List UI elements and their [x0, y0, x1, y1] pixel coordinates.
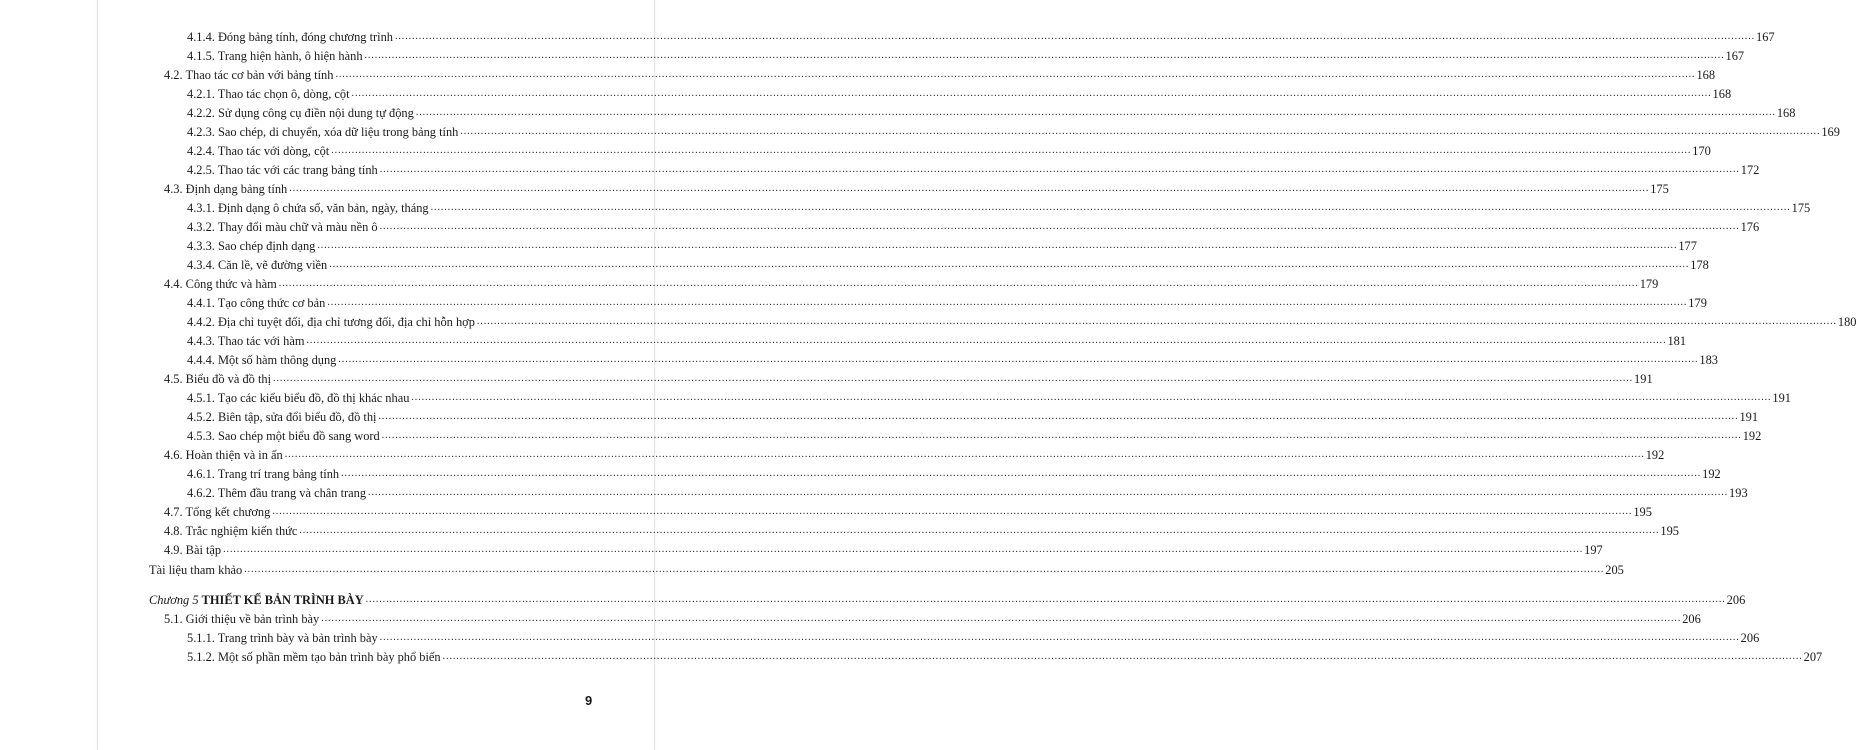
- toc-entry-label: 4.3.2. Thay đổi màu chữ và màu nền ô: [187, 220, 378, 234]
- dot-leader: ................................................................................................................................................................................................................................................................................................................................................................................................................: [335, 69, 1696, 80]
- toc-page-number: 205: [1605, 563, 1624, 577]
- toc-entry-label: 4.4.3. Thao tác với hàm: [187, 334, 305, 348]
- toc-page-number: 175: [1791, 201, 1811, 215]
- toc-entry: [187, 464, 1721, 482]
- dot-leader: ................................................................................................................................................................................................................................................................................................................................................................................................................: [411, 392, 1772, 403]
- dot-leader: ................................................................................................................................................................................................................................................................................................................................................................................................................: [289, 183, 1650, 194]
- toc-entry: [187, 407, 1759, 425]
- toc-page-number: 170: [1692, 144, 1711, 158]
- toc-entry-label: 4.4.2. Địa chỉ tuyệt đối, địa chỉ tương đối, địa chỉ hỗn hợp: [187, 315, 475, 329]
- toc-entry-label: [149, 592, 364, 608]
- dot-leader: ................................................................................................................................................................................................................................................................................................................................................................................................................: [244, 564, 1605, 575]
- toc-entry-label: 4.6. Hoàn thiện và in ấn: [164, 448, 283, 462]
- toc-page-number: 181: [1667, 334, 1687, 348]
- table-of-contents: [98, 0, 1857, 750]
- toc-entry: [164, 502, 1652, 520]
- toc-entry-label: 5.1. Giới thiệu về bản trình bày: [164, 612, 320, 626]
- toc-entry-label: 4.1.4. Đóng bảng tính, đóng chương trình: [187, 30, 393, 44]
- toc-entry-label: 4.8. Trắc nghiệm kiến thức: [164, 524, 298, 538]
- chapter-prefix: Chương 5: [149, 593, 199, 607]
- dot-leader: ................................................................................................................................................................................................................................................................................................................................................................................................................: [379, 632, 1740, 643]
- toc-entry: [164, 274, 1659, 292]
- toc-page-number: 192: [1702, 467, 1721, 481]
- toc-entry: [164, 540, 1603, 558]
- dot-leader: ................................................................................................................................................................................................................................................................................................................................................................................................................: [378, 411, 1739, 422]
- toc-entry: [187, 198, 1811, 216]
- dot-leader: ................................................................................................................................................................................................................................................................................................................................................................................................................: [272, 506, 1633, 517]
- toc-entry: [187, 350, 1718, 368]
- dot-leader: ................................................................................................................................................................................................................................................................................................................................................................................................................: [321, 613, 1682, 624]
- toc-page-number: 167: [1725, 49, 1745, 63]
- toc-page-number: 183: [1699, 353, 1718, 367]
- toc-entry: [187, 46, 1745, 64]
- toc-page-number: 191: [1634, 372, 1653, 386]
- toc-entry: [187, 122, 1840, 140]
- toc-page-number: 178: [1690, 258, 1709, 272]
- toc-page-number: 191: [1772, 391, 1791, 405]
- dot-leader: ................................................................................................................................................................................................................................................................................................................................................................................................................: [365, 594, 1726, 605]
- toc-page-number: 168: [1712, 87, 1732, 101]
- toc-entry-label: 5.1.2. Một số phần mềm tạo bản trình bày phổ biến: [187, 650, 441, 664]
- toc-entry-label: 4.2.3. Sao chép, di chuyển, xóa dữ liệu trong bảng tính: [187, 125, 459, 139]
- toc-page-number: 176: [1740, 220, 1760, 234]
- toc-entry: [187, 293, 1707, 311]
- toc-page-number: 180: [1837, 315, 1857, 329]
- toc-entry: [187, 388, 1791, 406]
- dot-leader: ................................................................................................................................................................................................................................................................................................................................................................................................................: [364, 50, 1725, 61]
- toc-entry-label: 4.3.1. Định dạng ô chứa số, văn bản, ngày, tháng: [187, 201, 429, 215]
- chapter-title: THIẾT KẾ BẢN TRÌNH BÀY: [201, 593, 364, 607]
- toc-entry: [149, 560, 1624, 578]
- toc-chapter-entry: [149, 590, 1746, 608]
- toc-page-number: 206: [1726, 593, 1746, 607]
- toc-page-number: 195: [1633, 505, 1652, 519]
- toc-entry-label: 4.9. Bài tập: [164, 543, 222, 557]
- toc-page-number: 192: [1742, 429, 1762, 443]
- page-number: 9: [585, 693, 593, 708]
- dot-leader: ................................................................................................................................................................................................................................................................................................................................................................................................................: [379, 221, 1740, 232]
- toc-entry-label: 4.4.4. Một số hàm thông dụng: [187, 353, 337, 367]
- toc-entry: [187, 27, 1775, 45]
- toc-entry-label: 4.6.1. Trang trí trang bảng tính: [187, 467, 340, 481]
- toc-entry-label: 4.2.1. Thao tác chọn ô, dòng, cột: [187, 87, 350, 101]
- dot-leader: ................................................................................................................................................................................................................................................................................................................................................................................................................: [381, 430, 1742, 441]
- dot-leader: ................................................................................................................................................................................................................................................................................................................................................................................................................: [415, 107, 1776, 118]
- toc-entry-label: 4.5.1. Tạo các kiểu biểu đồ, đồ thị khác nhau: [187, 391, 410, 405]
- toc-entry-label: Tài liệu tham khảo: [149, 563, 243, 577]
- toc-entry: [164, 179, 1669, 197]
- toc-entry: [187, 312, 1857, 330]
- toc-entry: [187, 236, 1697, 254]
- toc-entry: [164, 609, 1701, 627]
- toc-page-number: 179: [1688, 296, 1707, 310]
- dot-leader: ................................................................................................................................................................................................................................................................................................................................................................................................................: [442, 651, 1803, 662]
- toc-page-number: 195: [1660, 524, 1679, 538]
- toc-entry-label: 4.6.2. Thêm đầu trang và chân trang: [187, 486, 367, 500]
- dot-leader: ................................................................................................................................................................................................................................................................................................................................................................................................................: [460, 126, 1821, 137]
- toc-entry-label: 4.4.1. Tạo công thức cơ bản: [187, 296, 326, 310]
- toc-page-number: 172: [1740, 163, 1760, 177]
- toc-entry-label: 5.1.1. Trang trình bày và bản trình bày: [187, 631, 378, 645]
- toc-entry: [187, 483, 1748, 501]
- toc-page-number: 207: [1803, 650, 1823, 664]
- dot-leader: ................................................................................................................................................................................................................................................................................................................................................................................................................: [223, 544, 1584, 555]
- toc-entry: [187, 141, 1711, 159]
- toc-entry: [187, 628, 1760, 646]
- dot-leader: ................................................................................................................................................................................................................................................................................................................................................................................................................: [338, 354, 1699, 365]
- toc-entry-label: 4.3.3. Sao chép định dạng: [187, 239, 316, 253]
- toc-entry: [187, 160, 1760, 178]
- dot-leader: ................................................................................................................................................................................................................................................................................................................................................................................................................: [278, 278, 1639, 289]
- toc-entry: [187, 84, 1732, 102]
- toc-page-number: 175: [1650, 182, 1669, 196]
- toc-page-number: 168: [1776, 106, 1796, 120]
- toc-entry-label: 4.5.2. Biên tập, sửa đổi biểu đồ, đồ thị: [187, 410, 377, 424]
- toc-entry: [187, 217, 1760, 235]
- dot-leader: ................................................................................................................................................................................................................................................................................................................................................................................................................: [395, 31, 1755, 42]
- toc-page-number: 192: [1645, 448, 1665, 462]
- toc-page-number: 193: [1729, 486, 1748, 500]
- dot-leader: ................................................................................................................................................................................................................................................................................................................................................................................................................: [317, 240, 1678, 251]
- toc-entry: [187, 103, 1796, 121]
- toc-entry-label: 4.2. Thao tác cơ bản với bảng tính: [164, 68, 334, 82]
- dot-leader: ................................................................................................................................................................................................................................................................................................................................................................................................................: [341, 468, 1702, 479]
- toc-entry: [164, 65, 1716, 83]
- toc-page-number: 179: [1639, 277, 1659, 291]
- toc-entry-label: 4.3.4. Căn lề, vẽ đường viền: [187, 258, 328, 272]
- toc-entry: [187, 426, 1762, 444]
- toc-entry-label: 4.3. Định dạng bảng tính: [164, 182, 288, 196]
- toc-entry-label: 4.4. Công thức và hàm: [164, 277, 277, 291]
- toc-page-number: 206: [1740, 631, 1760, 645]
- toc-page-number: 169: [1821, 125, 1840, 139]
- toc-entry-label: 4.2.5. Thao tác với các trang bảng tính: [187, 163, 378, 177]
- toc-entry-label: 4.5.3. Sao chép một biểu đồ sang word: [187, 429, 380, 443]
- dot-leader: ................................................................................................................................................................................................................................................................................................................................................................................................................: [306, 335, 1667, 346]
- book-page: [97, 0, 1857, 750]
- toc-entry: [164, 445, 1665, 463]
- toc-page-number: 168: [1696, 68, 1716, 82]
- dot-leader: ................................................................................................................................................................................................................................................................................................................................................................................................................: [368, 487, 1729, 498]
- toc-page-number: 197: [1584, 543, 1603, 557]
- dot-leader: ................................................................................................................................................................................................................................................................................................................................................................................................................: [299, 525, 1660, 536]
- toc-entry-label: 4.2.2. Sử dụng công cụ điền nội dung tự động: [187, 106, 414, 120]
- toc-page-number: 206: [1682, 612, 1701, 626]
- dot-leader: ................................................................................................................................................................................................................................................................................................................................................................................................................: [329, 259, 1690, 270]
- toc-entry: [164, 521, 1679, 539]
- toc-page-number: 177: [1678, 239, 1697, 253]
- toc-entry: [164, 369, 1653, 387]
- dot-leader: ................................................................................................................................................................................................................................................................................................................................................................................................................: [351, 88, 1712, 99]
- toc-entry-label: 4.1.5. Trang hiện hành, ô hiện hành: [187, 49, 363, 63]
- toc-entry: [187, 647, 1823, 665]
- dot-leader: ................................................................................................................................................................................................................................................................................................................................................................................................................: [331, 145, 1692, 156]
- toc-entry-label: 4.2.4. Thao tác với dòng, cột: [187, 144, 330, 158]
- dot-leader: ................................................................................................................................................................................................................................................................................................................................................................................................................: [284, 449, 1645, 460]
- dot-leader: ................................................................................................................................................................................................................................................................................................................................................................................................................: [273, 373, 1634, 384]
- dot-leader: ................................................................................................................................................................................................................................................................................................................................................................................................................: [430, 202, 1791, 213]
- toc-entry: [187, 255, 1709, 273]
- dot-leader: ................................................................................................................................................................................................................................................................................................................................................................................................................: [327, 297, 1688, 308]
- dot-leader: ................................................................................................................................................................................................................................................................................................................................................................................................................: [476, 316, 1837, 327]
- toc-entry-label: 4.7. Tổng kết chương: [164, 505, 271, 519]
- dot-leader: ................................................................................................................................................................................................................................................................................................................................................................................................................: [379, 164, 1740, 175]
- toc-page-number: 167: [1756, 30, 1775, 44]
- toc-entry: [187, 331, 1687, 349]
- toc-page-number: 191: [1739, 410, 1759, 424]
- toc-entry-label: 4.5. Biểu đồ và đồ thị: [164, 372, 272, 386]
